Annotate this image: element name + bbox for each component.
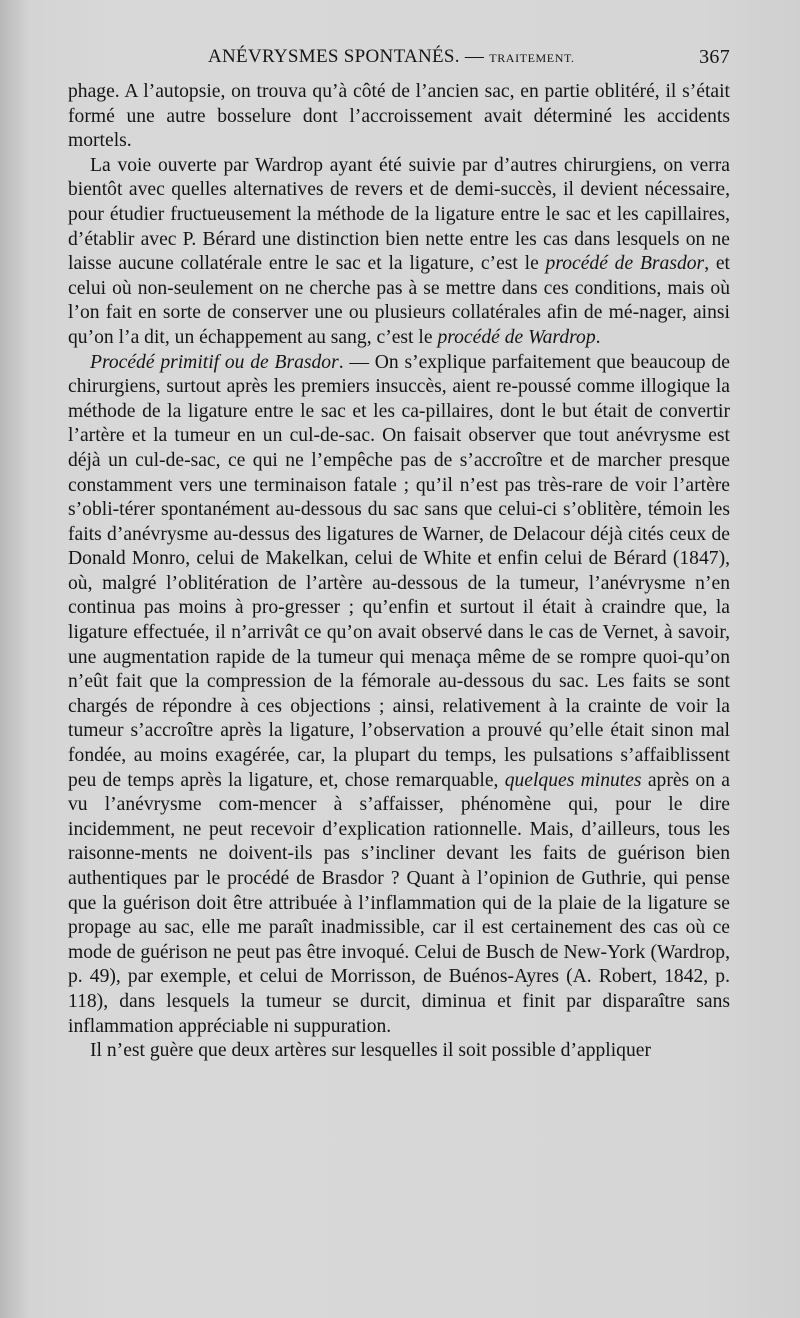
text-run: , et celui où non-seulement on ne cherche pas à se mettre dans ces conditions, mais où l’on fait en sorte de conserver une ou plusieurs collatérales afin de mé-nager, ainsi qu’on l’a dit, un échappement au sang, c’est le	[68, 253, 730, 348]
italic-text: Procédé primitif ou de Brasdor	[90, 351, 339, 373]
section-title: TRAITEMENT.	[489, 51, 575, 65]
body-text	[68, 80, 730, 1064]
paragraph-p1	[68, 80, 730, 154]
paragraph-p4	[68, 1039, 730, 1064]
italic-text: procédé de Brasdor	[545, 253, 705, 275]
text-run: phage. A l’autopsie, on trouva qu’à côté de l’ancien sac, en partie oblitéré, il s’était formé une autre bosselure dont l’accroissement avait déterminé les accidents mortels.	[68, 81, 730, 152]
running-header	[68, 44, 730, 72]
paragraph-p3	[68, 351, 730, 1040]
paragraph-p2	[68, 154, 730, 351]
page-number: 367	[699, 46, 730, 68]
text-run: après on a vu l’anévrysme com-mencer à s’affaisser, phénomène qui, pour le dire incidemment, ne peut recevoir d’explication rationnelle. Mais, d’ailleurs, tous les raisonne-ments ne doivent-ils pas s’incliner devant les faits de guérison bien authentiques par le procédé de Brasdor ? Quant à l’opinion de Guthrie, qui pense que la guérison doit être attribuée à l’inflammation qui de la plaie de la ligature se propage au sac, elle me paraît inadmissible, car il est certainement des cas où ce mode de guérison ne peut pas être invoqué. Celui de Busch de New-York (Wardrop, p. 49), par exemple, et celui de Morrisson, de Buénos-Ayres (A. Robert, 1842, p. 118), dans lesquels la tumeur se durcit, diminua et finit par disparaître sans inflammation appréciable ni suppuration.	[68, 769, 730, 1037]
title-dash: —	[464, 46, 485, 67]
text-run: Il n’est guère que deux artères sur lesquelles il soit possible d’appliquer	[90, 1040, 651, 1062]
text-run: La voie ouverte par Wardrop ayant été suivie par d’autres chirurgiens, on verra bientôt avec quelles alternatives de revers et de demi-succès, il devient nécessaire, pour étudier fructueusement la méthode de la ligature entre le sac et les capillaires, d’établir avec P. Bérard une distinction bien nette entre les cas dans lesquels on ne laisse aucune collatérale entre le sac et la ligature, c’est le	[68, 154, 730, 275]
italic-text: quelques minutes	[504, 769, 642, 791]
text-run: .	[595, 326, 601, 348]
italic-text: procédé de Wardrop	[437, 326, 596, 348]
text-run: . — On s’explique parfaitement que beaucoup de chirurgiens, surtout après les premiers insuccès, aient re-poussé comme illogique la méthode de la ligature entre le sac et les ca-pillaires, dont le but était de convertir l’artère et la tumeur en un cul-de-sac. On faisait observer que tout anévrysme est déjà un cul-de-sac, ce qui ne l’empêche pas de s’accroître et de marcher presque constamment vers une terminaison fatale ; qu’il n’est pas très-rare de voir l’artère s’obli-térer spontanément au-dessous du sac sans que celui-ci s’oblitère, témoin les faits d’anévrysme au-dessus des ligatures de Warner, de Delacour déjà cités ceux de Donald Monro, celui de Makelkan, celui de White et enfin celui de Bérard (1847), où, malgré l’oblitération de l’artère au-dessous de la tumeur, l’anévrysme n’en continua pas moins à pro-gresser ; qu’enfin et surtout il était à craindre que, la ligature effectuée, il n’arrivât ce qu’on avait observé dans le cas de Vernet, à savoir, une augmentation rapide de la tumeur qui menaça même de se rompre quoi-qu’on n’eût fait que la compression de la fémorale au-dessous du sac. Les faits se sont chargés de répondre à ces objections ; ainsi, relativement à la crainte de voir la tumeur s’accroître après la ligature, l’observation a prouvé qu’elle était sinon mal fondée, au moins exagérée, car, la plupart du temps, les pulsations s’affaiblissent peu de temps après la ligature, et, chose remarquable,	[68, 351, 730, 791]
chapter-title: ANÉVRYSMES SPONTANÉS.	[208, 46, 460, 67]
running-title	[208, 46, 575, 68]
